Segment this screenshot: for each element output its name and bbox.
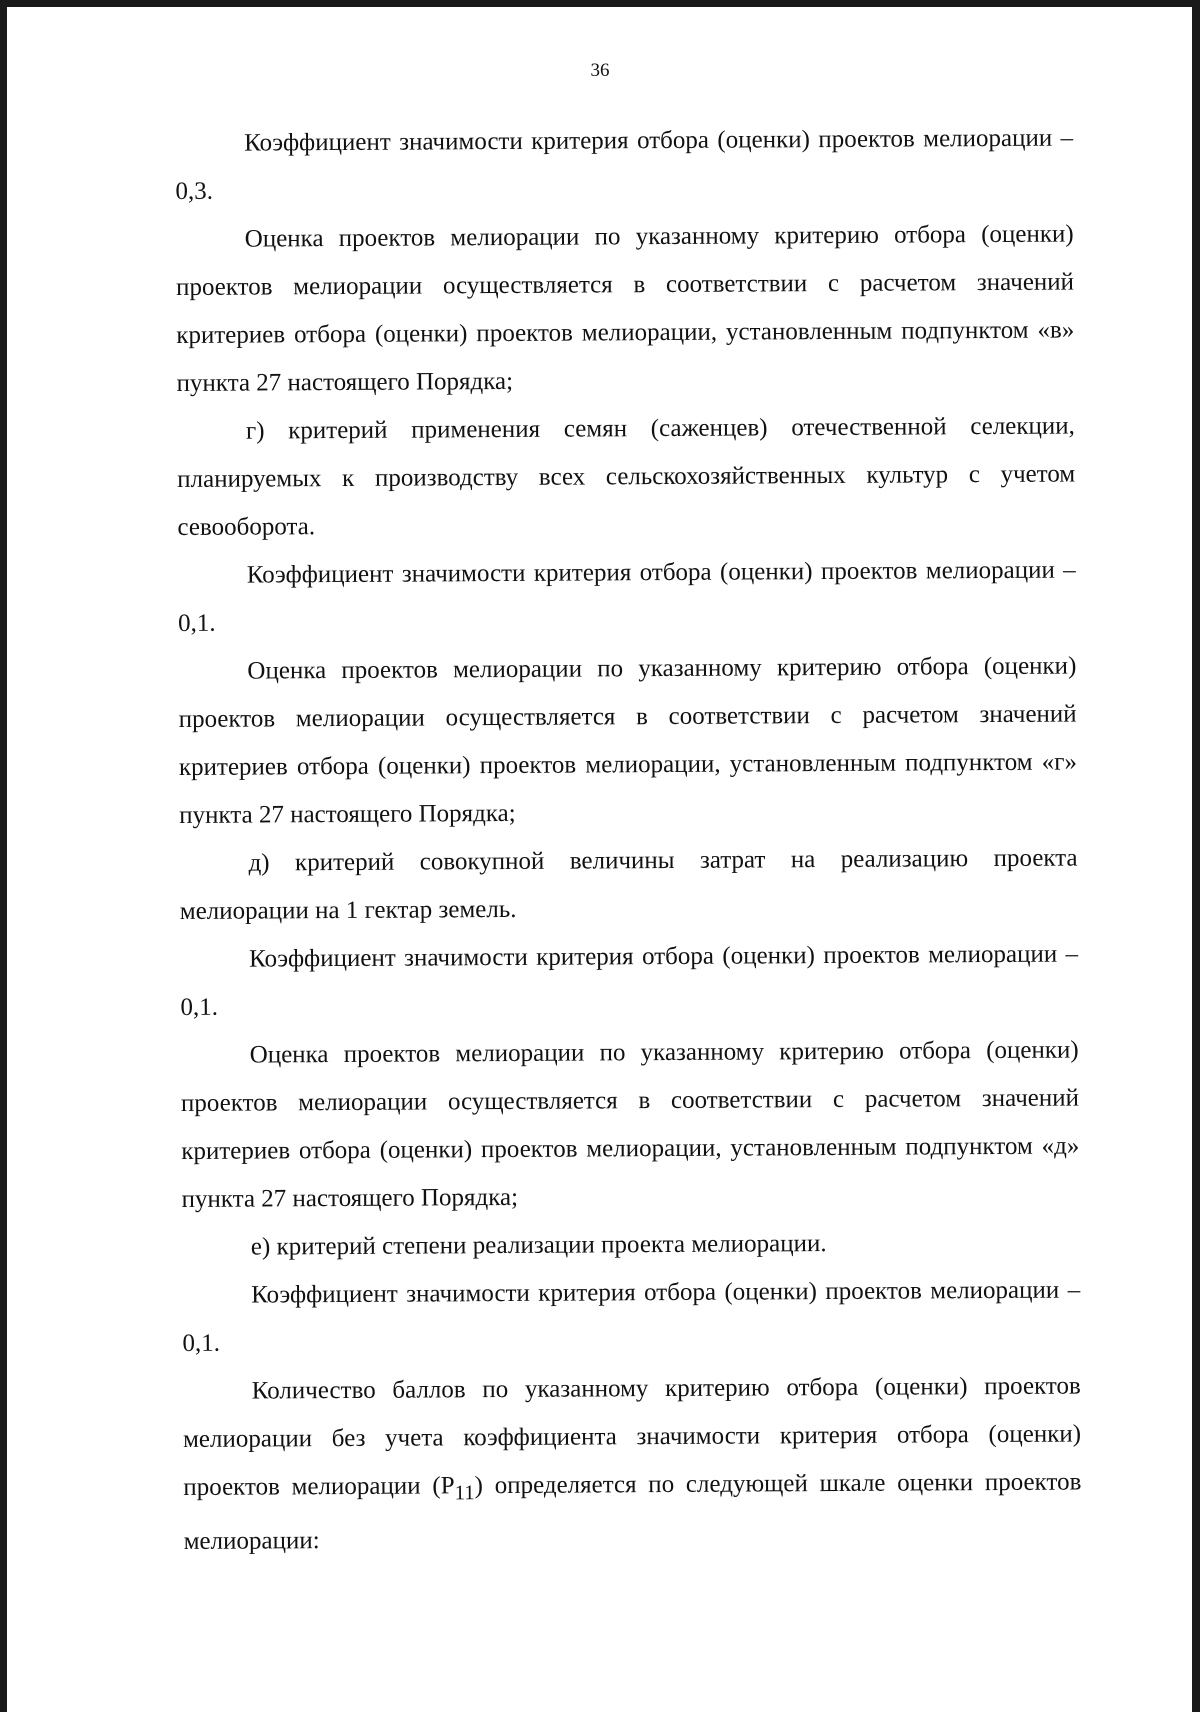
points-scale-text-end: ) определяется по следующей шкале оценки проектов мелиорации:: [183, 1468, 1082, 1555]
paragraph-criterion-e: е) критерий степени реализации проекта мелиорации.: [250, 1230, 827, 1261]
paragraph-criterion-g: г) критерий применения семян (саженцев) отечественной селекции, планируемых к производству всех сельскохозяйственных культур с учетом севооборота.: [177, 412, 1076, 541]
scan-border-right: [1192, 0, 1200, 1712]
paragraph-coefficient-e: Коэффициент значимости критерия отбора (оценки) проектов мелиорации – 0,1.: [182, 1276, 1081, 1357]
paragraph-coefficient-g: Коэффициент значимости критерия отбора (оценки) проектов мелиорации – 0,1.: [177, 556, 1076, 637]
paragraph-coefficient-0-3: Коэффициент значимости критерия отбора (оценки) проектов мелиорации – 0,3.: [175, 124, 1074, 205]
points-subscript: 11: [454, 1480, 475, 1505]
paragraph-assessment-g: Оценка проектов мелиорации по указанному критерию отбора (оценки) проектов мелиорации осуществляется в соответствии с расчетом значений критериев отбора (оценки) проектов мелиорации, установленным подпунктом «г» пункта 27 настоящего Порядка;: [178, 652, 1078, 829]
paragraph-assessment-d: Оценка проектов мелиорации по указанному критерию отбора (оценки) проектов мелиорации осуществляется в соответствии с расчетом значений критериев отбора (оценки) проектов мелиорации, установленным подпунктом «д» пункта 27 настоящего Порядка;: [180, 1036, 1080, 1213]
paragraph-points-scale: [183, 1362, 1082, 1565]
paragraph-criterion-d: д) критерий совокупной величины затрат на реализацию проекта мелиорации на 1 гектар земель.: [179, 844, 1078, 925]
document-body: [175, 115, 1082, 1566]
points-scale-text-start: Количество баллов по указанному критерию отбора (оценки) проектов мелиорации без учета коэффициента значимости критерия отбора (оценки) проектов мелиорации (P: [182, 1372, 1082, 1501]
page-number: 36: [590, 60, 610, 81]
scan-border-top: [0, 0, 1200, 7]
paragraph-coefficient-d: Коэффициент значимости критерия отбора (оценки) проектов мелиорации – 0,1.: [180, 940, 1079, 1021]
paragraph-assessment-v: Оценка проектов мелиорации по указанному критерию отбора (оценки) проектов мелиорации осуществляется в соответствии с расчетом значений критериев отбора (оценки) проектов мелиорации, установленным подпунктом «в» пункта 27 настоящего Порядка;: [175, 220, 1075, 397]
scan-border-left: [0, 0, 7, 1712]
